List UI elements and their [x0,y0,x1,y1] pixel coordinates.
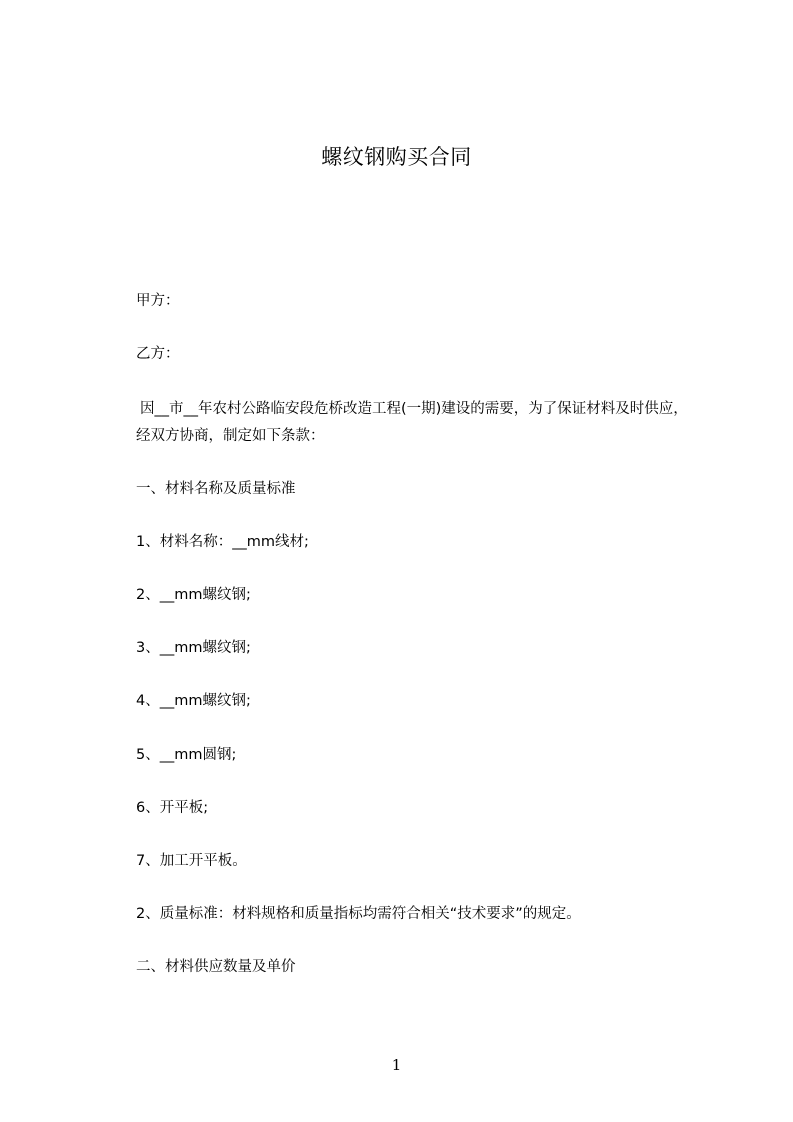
list-item: 6、开平板; [136,800,209,816]
list-item: 5、__mm圆钢; [136,747,237,763]
list-item: 7、加工开平板。 [136,853,247,869]
party-b-label: 乙方： [136,346,180,362]
document-title: 螺纹钢购买合同 [321,145,472,169]
quality-standard-clause: 2、质量标准：材料规格和质量指标均需符合相关“技术要求”的规定。 [136,906,581,922]
list-item: 1、材料名称：__mm线材; [136,534,309,550]
section-2-heading: 二、材料供应数量及单价 [136,959,296,975]
section-1-heading: 一、材料名称及质量标准 [136,481,296,497]
party-a-label: 甲方： [136,293,180,309]
list-item: 4、__mm螺纹钢; [136,693,251,709]
page-number: 1 [391,1056,402,1074]
preamble-paragraph [136,396,696,450]
list-item: 3、__mm螺纹钢; [136,640,251,656]
list-item: 2、__mm螺纹钢; [136,587,251,603]
preamble-text: 因__市__年农村公路临安段危桥改造工程(一期)建设的需要，为了保证材料及时供应，经双方协商，制定如下条款： [136,401,688,444]
